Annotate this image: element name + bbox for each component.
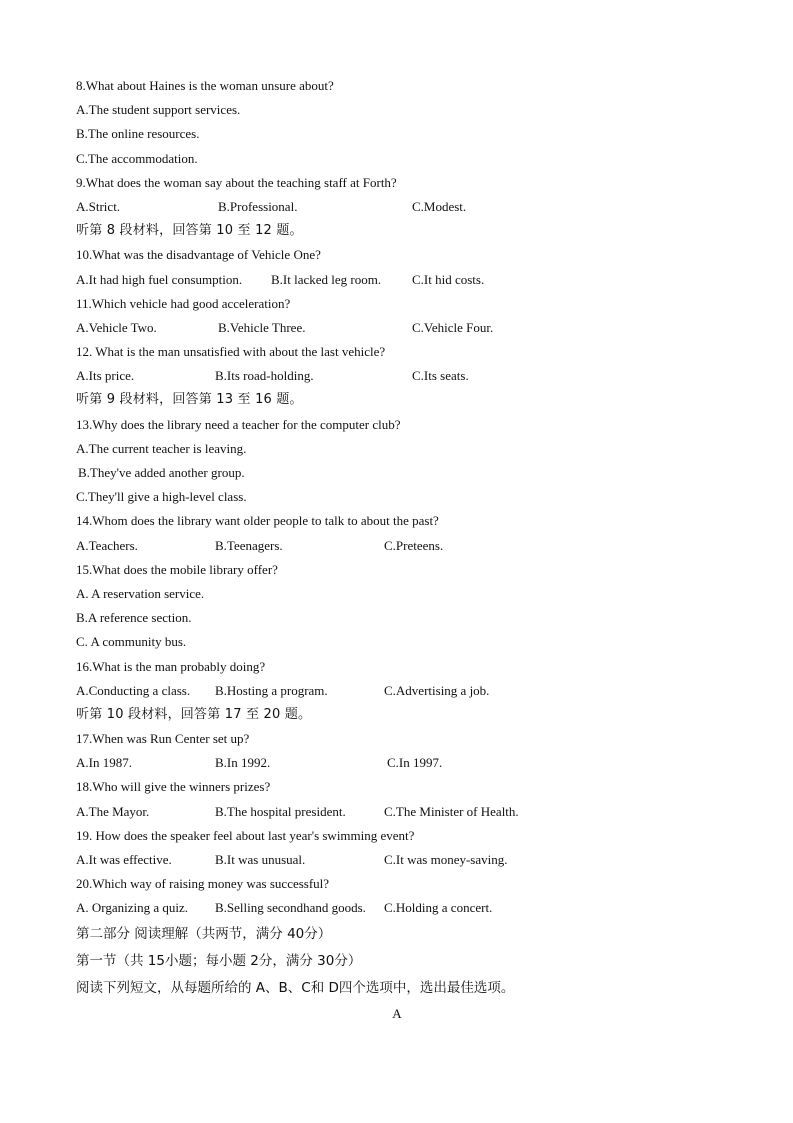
option: B.It lacked leg room. [271,271,382,287]
question-stem: 11.Which vehicle had good acceleration? [76,295,291,311]
option: A.Vehicle Two. [76,319,157,335]
option: C.In 1997. [387,755,443,771]
option-row [76,268,736,292]
question-stem: 9.What does the woman say about the teaching staff at Forth? [76,174,397,190]
question-stem: 12. What is the man unsatisfied with about the last vehicle? [76,344,386,360]
option: C.It hid costs. [412,271,485,287]
section-heading: 听第 10 段材料，回答第 17 至 20 题。 [76,706,312,722]
option: B.They've added another group. [78,465,245,480]
option: B.Selling secondhand goods. [215,900,366,916]
passage-letter: A [392,1005,402,1021]
question-stem: 8.What about Haines is the woman unsure about? [76,78,334,93]
option: B.A reference section. [76,610,192,626]
question-stem: 19. How does the speaker feel about last year's swimming event? [76,827,415,843]
option-row [76,364,736,388]
option: A.It had high fuel consumption. [76,271,243,287]
option: A.The Mayor. [76,803,150,819]
section-heading: 听第 8 段材料，回答第 10 至 12 题。 [76,223,303,239]
option: A. Organizing a quiz. [76,900,189,916]
option: C.Its seats. [412,368,469,384]
option: A.Strict. [76,198,121,214]
option: A.In 1987. [76,755,132,771]
option-row [76,195,736,219]
part-heading: 第二部分 阅读理解（共两节，满分 40分） [76,925,332,942]
instruction-text: 阅读下列短文，从每题所给的 A、B、C和 D四个选项中，选出最佳选项。 [76,979,515,996]
exam-page [76,74,736,1026]
option: A. A reservation service. [76,585,205,601]
option: B.In 1992. [215,755,271,771]
option-row [76,896,736,920]
option: B.It was unusual. [215,852,306,867]
option: A.The student support services. [76,102,241,118]
question-stem: 18.Who will give the winners prizes? [76,779,271,795]
option: C.It was money-saving. [384,852,508,867]
option: B.Teenagers. [215,537,283,553]
option: B.The hospital president. [215,803,346,819]
question-stem: 16.What is the man probably doing? [76,658,266,674]
question-stem: 13.Why does the library need a teacher for the computer club? [76,416,401,432]
option-row [76,316,736,340]
question-stem: 20.Which way of raising money was successful? [76,876,330,892]
option: C.Advertising a job. [384,682,490,698]
section-heading: 听第 9 段材料，回答第 13 至 16 题。 [76,392,303,408]
option: B.The online resources. [76,126,200,142]
question-stem: 10.What was the disadvantage of Vehicle One? [76,247,321,263]
option-row [76,679,736,703]
option-row [76,848,736,872]
option: C.Vehicle Four. [412,319,494,335]
option: C.The accommodation. [76,150,198,166]
question-stem: 15.What does the mobile library offer? [76,561,278,577]
option: B.Hosting a program. [215,682,328,698]
option: C.The Minister of Health. [384,803,519,819]
option: A.The current teacher is leaving. [76,440,247,456]
option-row [76,800,736,824]
option: C. A community bus. [76,634,187,650]
option: C.Preteens. [384,537,444,553]
option: C.Holding a concert. [384,900,493,916]
option: A.It was effective. [76,852,172,867]
option: A.Teachers. [76,537,138,553]
section-heading: 第一节（共 15小题；每小题 2分，满分 30分） [76,952,362,969]
option: A.Its price. [76,368,135,384]
option: A.Conducting a class. [76,682,191,698]
option: C.They'll give a high-level class. [76,489,247,505]
option: B.Professional. [218,198,298,214]
option: B.Its road-holding. [215,368,314,384]
question-stem: 17.When was Run Center set up? [76,731,250,747]
option-row [76,751,736,775]
option: C.Modest. [412,198,467,214]
option: B.Vehicle Three. [218,319,306,335]
option-row [76,534,736,558]
question-stem: 14.Whom does the library want older people to talk to about the past? [76,513,439,529]
